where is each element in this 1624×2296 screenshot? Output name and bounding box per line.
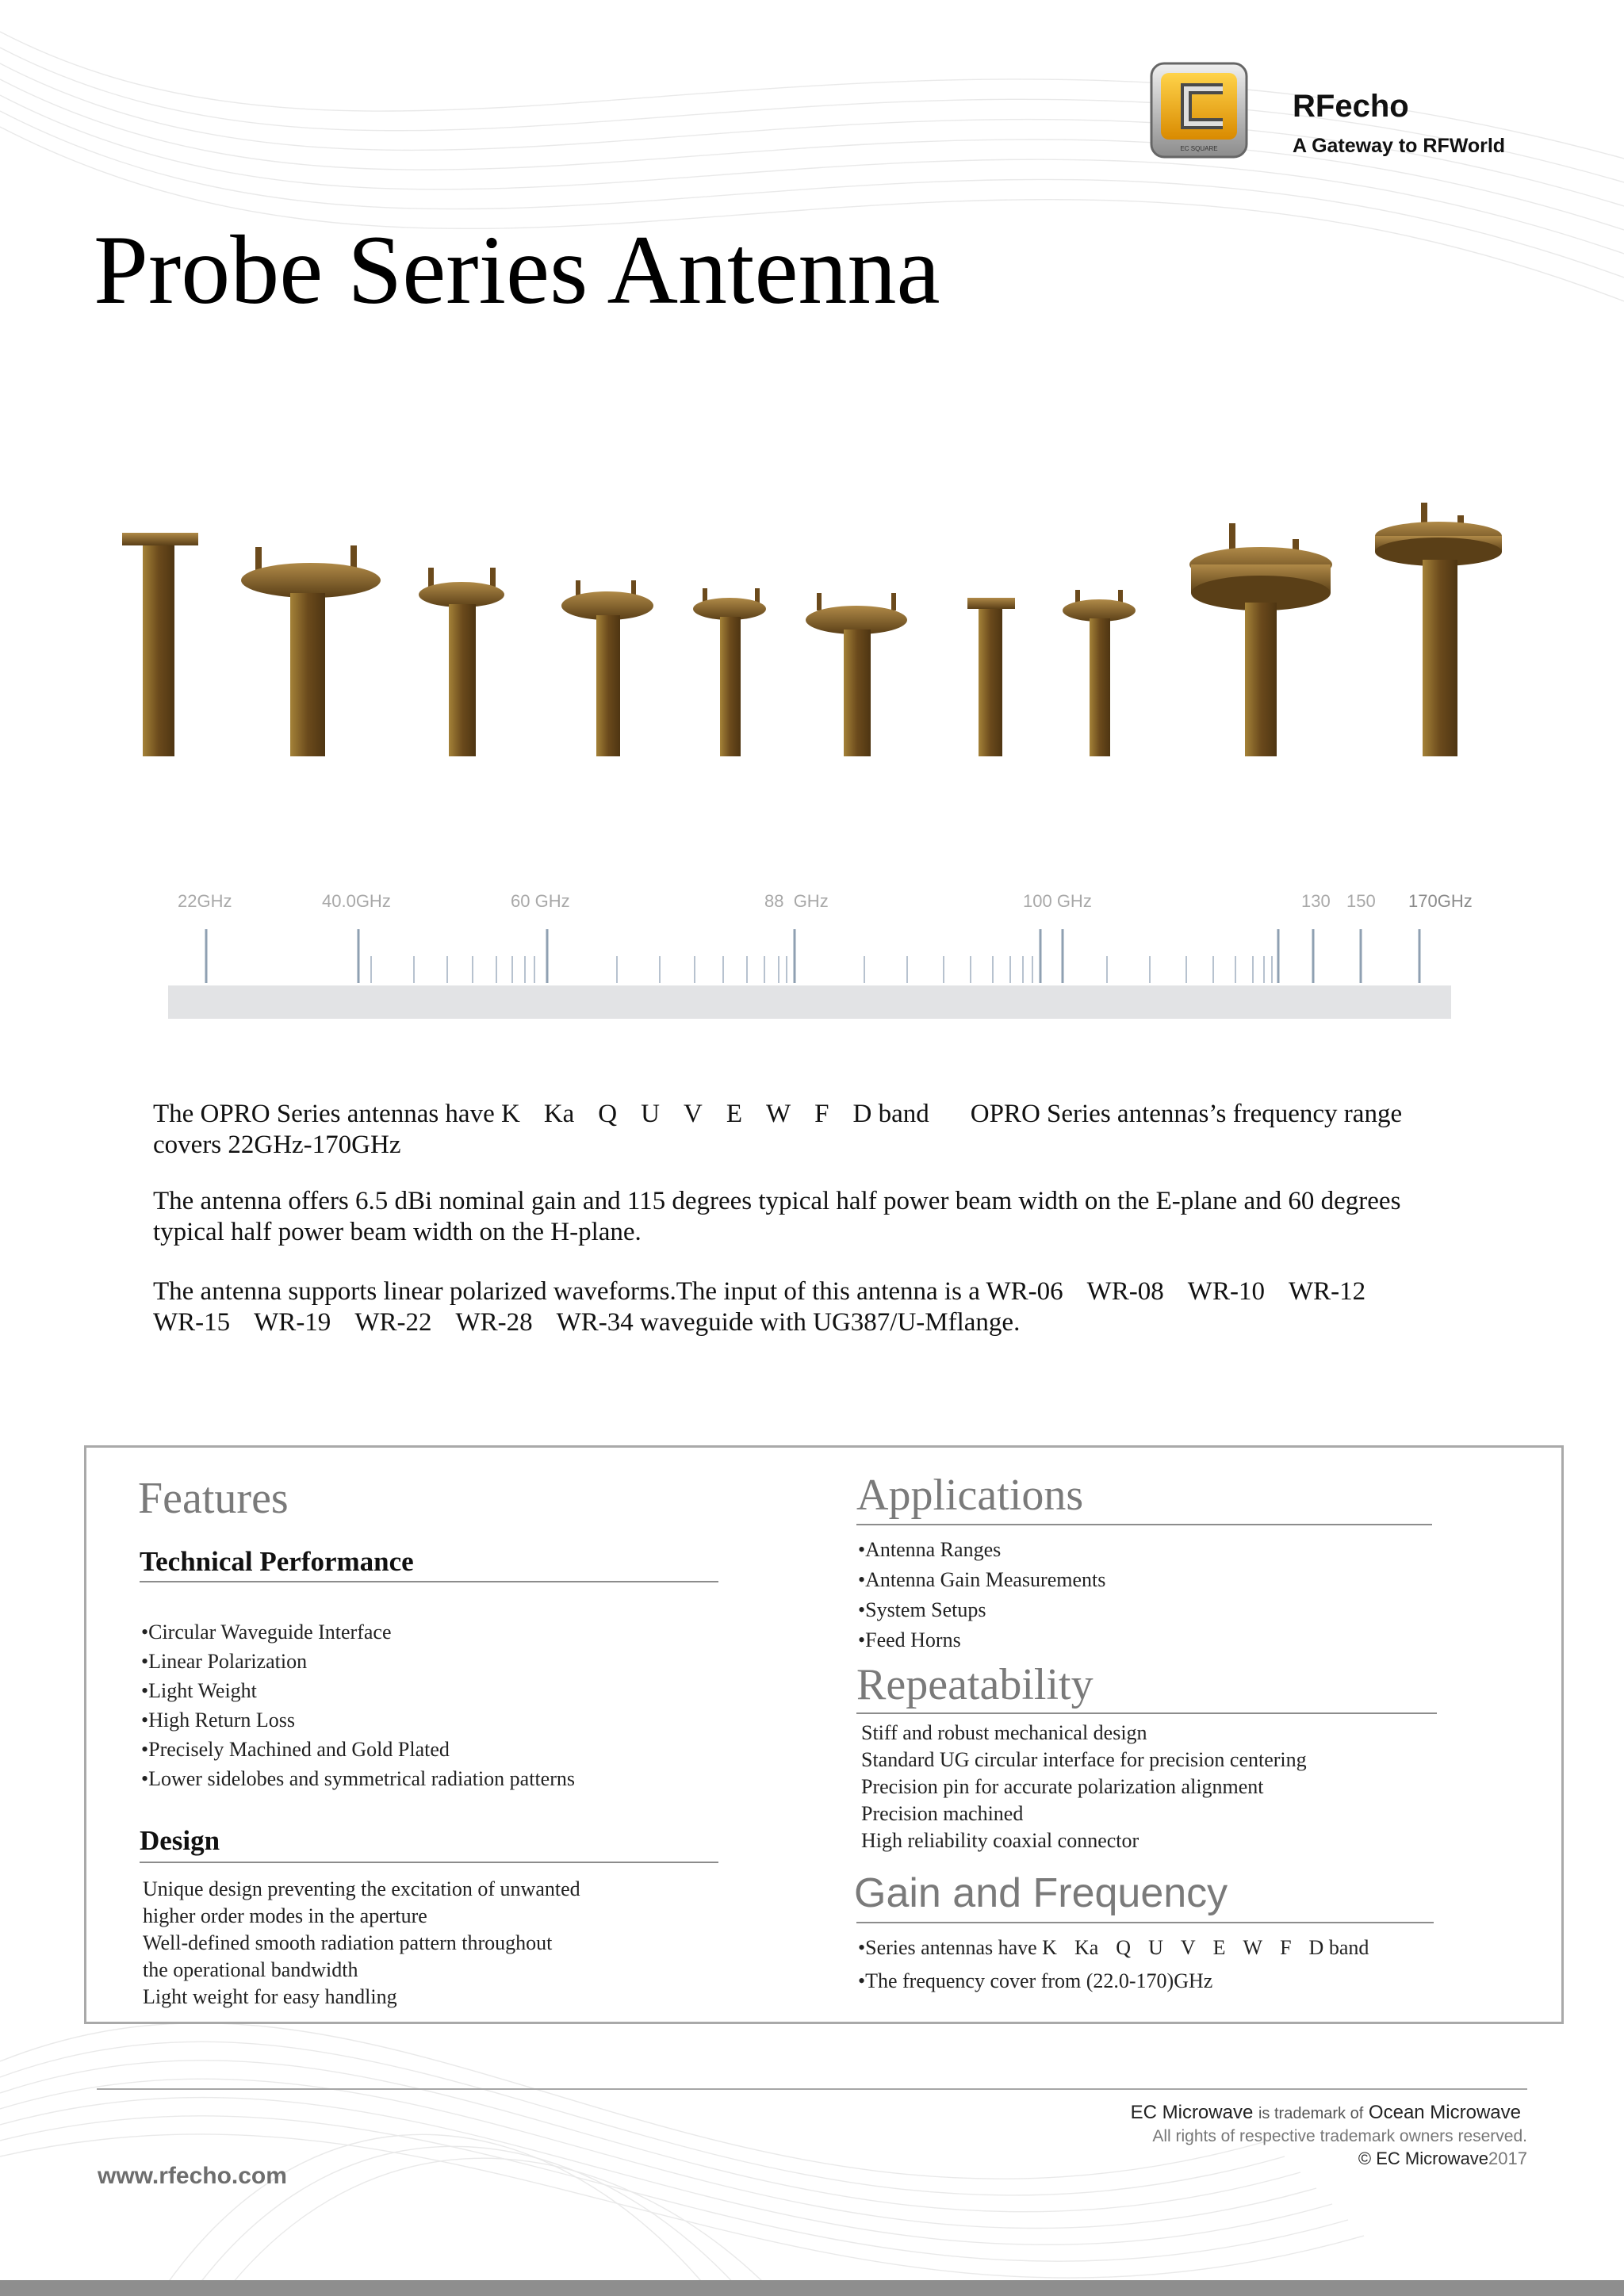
antenna-5 [693, 588, 766, 756]
list-item: Well-defined smooth radiation pattern throughout [143, 1931, 553, 1954]
technical-list [141, 1617, 575, 1793]
list-item: •Antenna Ranges [858, 1538, 1002, 1561]
copyright-line [1358, 2149, 1527, 2169]
freq-label-22: 22GHz [178, 891, 232, 911]
frequency-scale [159, 880, 1473, 1023]
freq-label-100: 100 GHz [1023, 891, 1092, 911]
list-item: •Linear Polarization [141, 1650, 308, 1673]
trademark-connector: is trademark of [1258, 2105, 1364, 2122]
antenna-6 [806, 593, 907, 756]
intro-p1-cover: covers 22GHz-170GHz [153, 1131, 401, 1159]
list-item: Unique design preventing the excitation of unwanted [143, 1877, 580, 1900]
wr-15: WR-15 [153, 1308, 231, 1337]
ec-square-logo-icon [1150, 62, 1248, 159]
intro-paragraph-2 [153, 1186, 1501, 1248]
antenna-9 [1189, 523, 1332, 756]
antenna-3 [419, 568, 504, 756]
design-list [143, 1876, 580, 2011]
logo-text: EC SQUARE [1180, 145, 1218, 152]
wr-10: WR-10 [1187, 1277, 1265, 1306]
list-item: Light weight for easy handling [143, 1985, 397, 2008]
band-w: W [1243, 1936, 1263, 1959]
band-ka: Ka [543, 1100, 575, 1128]
footer-rule [97, 2088, 1527, 2090]
band-u: U [641, 1100, 660, 1128]
gain-frequency-line-2: •The frequency cover from (22.0-170)GHz [858, 1969, 1213, 1992]
list-item: •System Setups [858, 1598, 986, 1621]
band-v: V [683, 1100, 703, 1128]
trademark-holder: Ocean Microwave [1368, 2102, 1521, 2123]
band-u: U [1148, 1936, 1163, 1959]
intro-p2-line2: typical half power beam width on the H-plane. [153, 1218, 642, 1246]
applications-list [858, 1535, 1105, 1655]
trademark-owner: EC Microwave [1130, 2102, 1254, 2123]
band-ka: Ka [1074, 1936, 1099, 1959]
antenna-8 [1063, 590, 1136, 756]
list-item: Stiff and robust mechanical design [861, 1721, 1147, 1744]
band-d: D band [1308, 1936, 1369, 1959]
freq-label-60: 60 GHz [511, 891, 570, 911]
wr-12: WR-12 [1288, 1277, 1366, 1306]
antenna-1 [122, 533, 198, 756]
freq-label-150: 150 [1346, 891, 1376, 911]
bottom-bar [0, 2280, 1624, 2296]
trademark-line [1131, 2102, 1521, 2124]
band-w: W [766, 1100, 791, 1128]
wr-19: WR-19 [254, 1308, 331, 1337]
band-q: Q [598, 1100, 618, 1128]
intro-paragraph-1 [153, 1099, 1501, 1161]
band-e: E [726, 1100, 742, 1128]
list-item: High reliability coaxial connector [861, 1829, 1139, 1852]
intro-p2-line1: The antenna offers 6.5 dBi nominal gain and 115 degrees typical half power beam width on the E-plane and 60 degrees [153, 1187, 1401, 1215]
list-item: •Circular Waveguide Interface [141, 1621, 392, 1644]
list-item: •Feed Horns [858, 1628, 961, 1651]
intro-p3-end: WR-34 waveguide with UG387/U-Mflange. [556, 1308, 1021, 1337]
wr-28: WR-28 [455, 1308, 533, 1337]
page-title: Probe Series Antenna [94, 216, 940, 324]
band-e: E [1212, 1936, 1226, 1959]
brand-name: RFecho [1293, 89, 1409, 124]
gain-frequency-title: Gain and Frequency [854, 1870, 1228, 1916]
copyright-symbol: © [1358, 2149, 1372, 2168]
repeatability-title: Repeatability [856, 1660, 1094, 1709]
gain-frequency-line-1 [858, 1933, 1369, 1962]
list-item: •Lower sidelobes and symmetrical radiation patterns [141, 1767, 575, 1790]
design-rule [140, 1862, 718, 1863]
band-q: Q [1116, 1936, 1132, 1959]
list-item: •High Return Loss [141, 1709, 295, 1732]
copyright-name: EC Microwave [1376, 2149, 1489, 2168]
intro-paragraph-3 [153, 1276, 1501, 1338]
wr-22: WR-22 [354, 1308, 432, 1337]
band-f: F [814, 1100, 829, 1128]
list-item: Precision machined [861, 1802, 1024, 1825]
freq-label-40: 40.0GHz [322, 891, 391, 911]
list-item: •Precisely Machined and Gold Plated [141, 1738, 450, 1761]
list-item: Precision pin for accurate polarization alignment [861, 1775, 1264, 1798]
website-link[interactable]: www.rfecho.com [98, 2163, 287, 2189]
wr-08: WR-08 [1086, 1277, 1164, 1306]
band-v: V [1180, 1936, 1196, 1959]
freq-label-130: 130 [1301, 891, 1331, 911]
design-title: Design [140, 1825, 220, 1856]
list-item: higher order modes in the aperture [143, 1904, 427, 1927]
technical-performance-title: Technical Performance [140, 1546, 414, 1577]
technical-rule [140, 1581, 718, 1582]
freq-label-88: 88 GHz [764, 891, 829, 911]
repeatability-rule [856, 1712, 1437, 1714]
intro-p3-lead: The antenna supports linear polarized waveforms.The input of this antenna is a WR-06 [153, 1277, 1063, 1306]
freq-label-170: 170GHz [1408, 891, 1473, 911]
band-f: F [1280, 1936, 1292, 1959]
rights-line: All rights of respective trademark owners reserved. [1152, 2127, 1527, 2145]
gain-frequency-rule [856, 1922, 1434, 1923]
brand-tagline: A Gateway to RFWorld [1293, 135, 1506, 157]
list-item: •Light Weight [141, 1679, 257, 1702]
antenna-4 [561, 580, 653, 756]
band-d: D band [852, 1100, 929, 1128]
copyright-year: 2017 [1488, 2149, 1527, 2168]
features-title: Features [138, 1474, 289, 1523]
antenna-2 [241, 545, 381, 756]
repeatability-list [861, 1720, 1307, 1854]
intro-p1-lead: The OPRO Series antennas have K [153, 1100, 520, 1128]
applications-rule [856, 1524, 1432, 1525]
intro-p1-range: OPRO Series antennas’s frequency range [970, 1100, 1403, 1128]
list-item: the operational bandwidth [143, 1958, 358, 1981]
antenna-7 [967, 598, 1015, 756]
applications-title: Applications [856, 1471, 1084, 1520]
list-item: Standard UG circular interface for precision centering [861, 1748, 1307, 1771]
gain-line1-lead: •Series antennas have K [858, 1936, 1057, 1959]
list-item: •Antenna Gain Measurements [858, 1568, 1106, 1591]
antenna-10 [1375, 503, 1502, 756]
probe-antenna-lineup-icon [103, 492, 1530, 769]
